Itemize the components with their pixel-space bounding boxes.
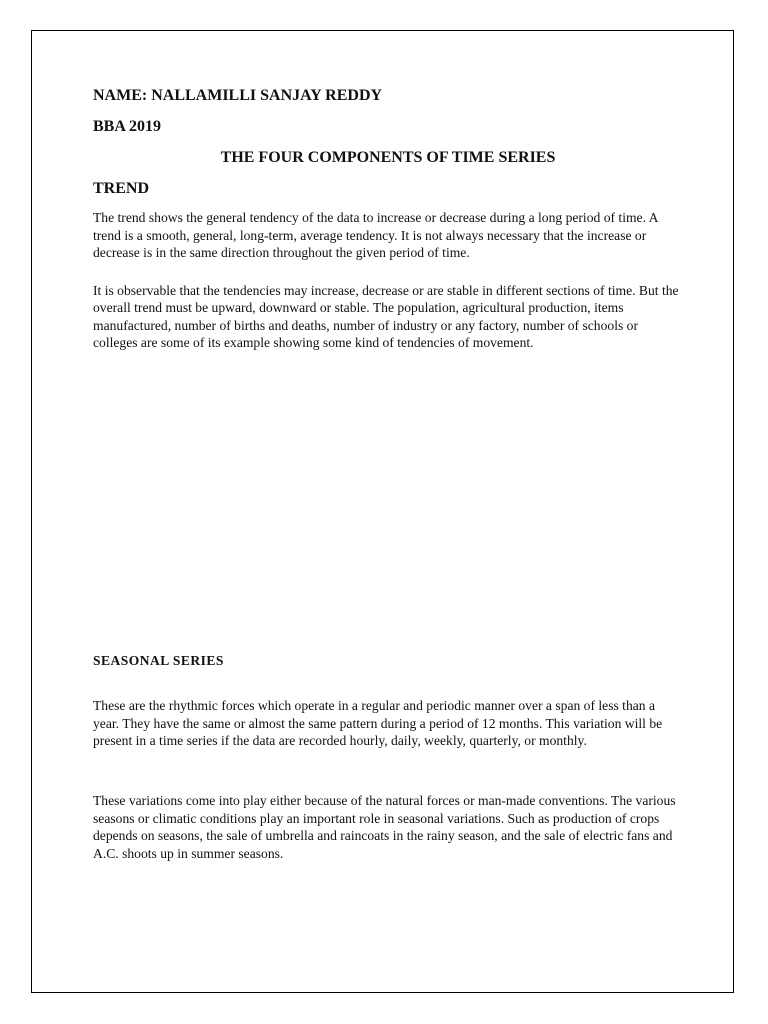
trend-paragraph: The trend shows the general tendency of the data to increase or decrease during a long period of time. A trend is a smooth, general, long-term, average tendency. It is not always necessary that the increase or decrease is in the same direction throughout the given period of time. xyxy=(93,210,658,260)
seasonal-paragraph: These variations come into play either because of the natural forces or man-made conventions. The various seasons or climatic conditions play an important role in seasonal variations. Such as production of crops depends on seasons, the sale of umbrella and raincoats in the rainy season, and the sale of electric fans and A.C. shoots up in summer seasons. xyxy=(93,793,676,861)
trend-heading: TREND xyxy=(93,180,150,197)
seasonal-heading: SEASONAL SERIES xyxy=(93,653,224,668)
batch-label: BBA 2019 xyxy=(93,118,162,135)
document-body xyxy=(93,86,683,861)
document-title: THE FOUR COMPONENTS OF TIME SERIES xyxy=(220,149,556,166)
student-name: NAME: NALLAMILLI SANJAY REDDY xyxy=(93,87,383,104)
seasonal-paragraph: These are the rhythmic forces which operate in a regular and periodic manner over a span of less than a year. They have the same or almost the same pattern during a period of 12 months. This variation will be present in a time series if the data are recorded hourly, daily, weekly, quarterly, or monthly. xyxy=(93,698,663,748)
trend-paragraph: It is observable that the tendencies may increase, decrease or are stable in different sections of time. But the overall trend must be upward, downward or stable. The population, agricultural production, items manufactured, number of births and deaths, number of industry or any factory, number of schools or colleges are some of its example showing some kind of tendencies of movement. xyxy=(93,282,679,350)
